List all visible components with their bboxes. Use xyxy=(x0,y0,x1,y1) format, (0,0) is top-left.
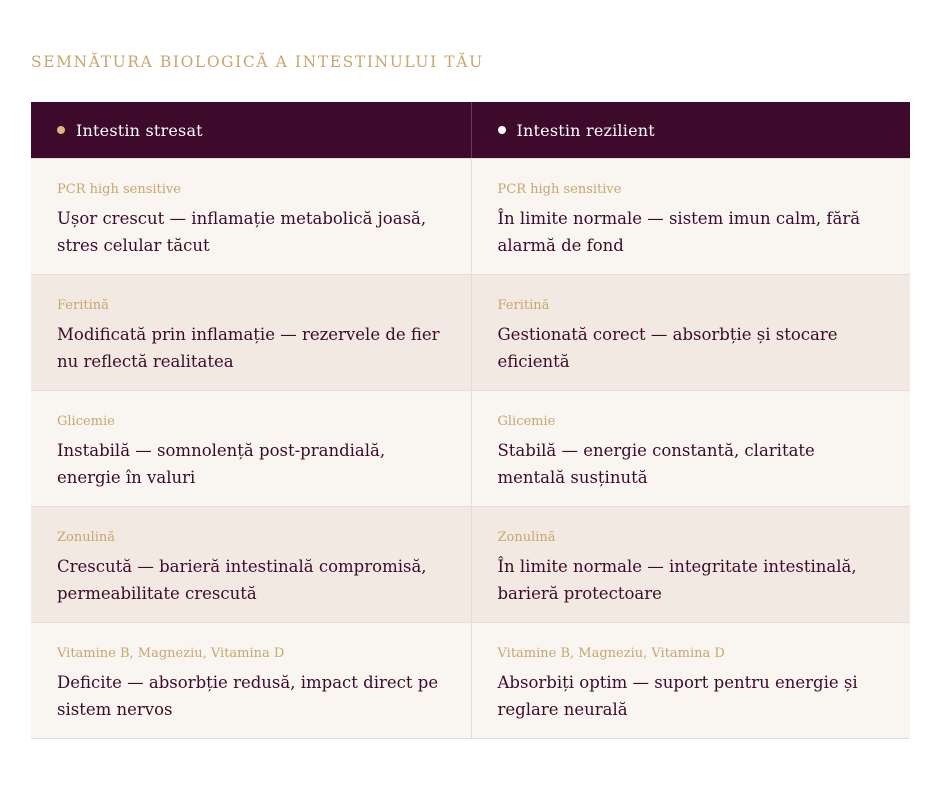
marker-value: Crescută — barieră intestinală compromisă, permeabilitate crescută xyxy=(57,557,427,603)
marker-label: Vitamine B, Magneziu, Vitamina D xyxy=(497,646,725,661)
page-title: SEMNĂTURA BIOLOGICĂ A INTESTINULUI TĂU xyxy=(31,53,484,71)
table-row xyxy=(31,506,910,622)
table-header xyxy=(31,102,910,158)
marker-label: Zonulină xyxy=(57,530,116,545)
marker-value: Gestionată corect — absorbție și stocare eficientă xyxy=(497,325,838,371)
table-row xyxy=(31,158,910,274)
marker-label: PCR high sensitive xyxy=(497,182,622,197)
cell-stressed xyxy=(31,391,471,506)
cell-resilient xyxy=(471,391,911,506)
marker-label: Vitamine B, Magneziu, Vitamina D xyxy=(57,646,285,661)
header-resilient-label: Intestin rezilient xyxy=(516,120,655,140)
marker-value: Deficite — absorbție redusă, impact direct pe sistem nervos xyxy=(57,673,439,719)
marker-label: Glicemie xyxy=(57,414,115,429)
marker-label: PCR high sensitive xyxy=(57,182,181,197)
cell-resilient xyxy=(471,159,911,274)
marker-value: În limite normale — sistem imun calm, fără alarmă de fond xyxy=(497,209,861,255)
cell-resilient xyxy=(471,507,911,622)
header-resilient-gut xyxy=(471,102,911,158)
marker-label: Feritină xyxy=(497,298,550,313)
cell-resilient xyxy=(471,275,911,390)
comparison-table xyxy=(31,102,910,739)
table-row xyxy=(31,622,910,738)
cell-resilient xyxy=(471,623,911,738)
table-row xyxy=(31,274,910,390)
marker-label: Zonulină xyxy=(497,530,556,545)
marker-value: Stabilă — energie constantă, claritate mentală susținută xyxy=(497,441,815,487)
gold-dot-icon xyxy=(57,126,65,134)
marker-value: Absorbiți optim — suport pentru energie și reglare neurală xyxy=(497,673,858,719)
marker-label: Glicemie xyxy=(497,414,556,429)
cell-stressed xyxy=(31,159,471,274)
marker-label: Feritină xyxy=(57,298,109,313)
marker-value: Ușor crescut — inflamație metabolică joasă, stres celular tăcut xyxy=(57,209,427,255)
marker-value: Modificată prin inflamație — rezervele de fier nu reflectă realitatea xyxy=(57,325,440,371)
white-dot-icon xyxy=(498,126,506,134)
marker-value: Instabilă — somnolență post-prandială, energie în valuri xyxy=(57,441,386,487)
cell-stressed xyxy=(31,623,471,738)
cell-stressed xyxy=(31,507,471,622)
header-stressed-gut xyxy=(31,102,471,158)
table-row xyxy=(31,390,910,506)
marker-value: În limite normale — integritate intestinală, barieră protectoare xyxy=(497,557,857,603)
header-stressed-label: Intestin stresat xyxy=(76,120,203,140)
cell-stressed xyxy=(31,275,471,390)
